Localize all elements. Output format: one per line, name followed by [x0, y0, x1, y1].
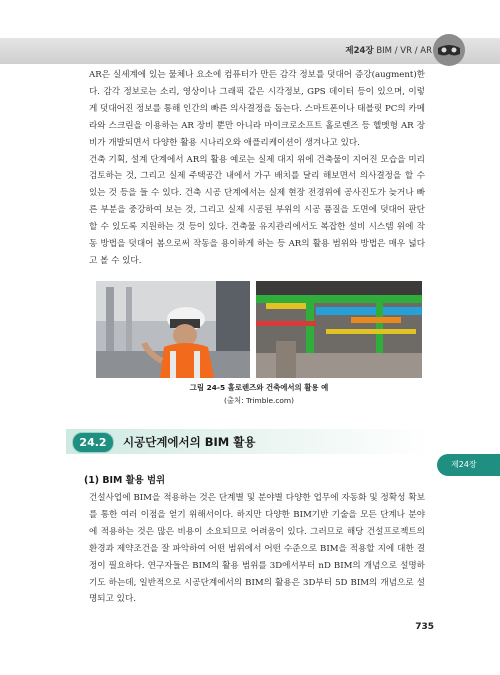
- header-chapter: 제24장: [345, 46, 374, 56]
- subsection-text: [89, 490, 425, 608]
- subsection-paragraph: 건설사업에 BIM을 적용하는 것은 단계별 및 분야별 다양한 업무에 자동화 및 정확성 확보를 통한 여러 이점을 얻기 위해서이다. 하지만 다양한 BIM기반 기술을 모든 단계나 분야에 적용하는 것은 많은 비용이 소요되므로 어려움이 있다. 그러므로 해당 건설프로젝트의 환경과 제약조건을 잘 파악하여 어떤 범위에서 어떤 수준으로 BIM을 적용할 지에 대한 결정이 필요하다. 연구자들은 BIM의 활용 범위를 3D에서부터 nD BIM의 개념으로 설명하기도 하는데, 일반적으로 시공단계에서의 BIM의 활용은 3D부터 5D BIM의 개념으로 설명되고 있다.: [89, 493, 425, 605]
- figure-photos: [96, 281, 422, 378]
- section-title: 시공단계에서의 BIM 활용: [123, 435, 256, 449]
- section-number: 24.2: [72, 432, 114, 453]
- vr-headset-icon: [432, 33, 466, 67]
- figure-caption: 그림 24-5 홀로렌즈와 건축에서의 활용 예: [189, 383, 329, 392]
- figure-source: (출처: Trimble.com): [223, 396, 295, 405]
- intro-text: [89, 67, 425, 270]
- bim-overlay-photo: [256, 281, 422, 378]
- page-number: 735: [415, 622, 434, 632]
- subsection-title: (1) BIM 활용 범위: [84, 475, 166, 486]
- chapter-side-tab: 제24장: [437, 454, 500, 476]
- running-header: [345, 44, 432, 56]
- hololens-worker-photo: [96, 281, 250, 378]
- intro-paragraph-2: 건축 기획, 설계 단계에서 AR의 활용 예로는 실제 대지 위에 건축물이 지어진 모습을 미리 검토하는 것, 그리고 실제 주택공간 내에서 가구 배치를 달리 해보면서 의사결정을 할 수 있는 것 등을 들 수 있다. 건축 시공 단계에서는 실제 현장 전경위에 공사진도가 늦거나 빠른 부분을 중강하여 보는 것, 그리고 실제 시공된 부위의 시공 품질을 도면에 덧대어 판단할 수 있도록 지원하는 것 등이 있다. 건축물 유지관리에서도 복잡한 설비 시스템 위에 작동 방법을 덧대어 봄으로써 작동을 용이하게 하는 등 AR의 활용 범위와 방법은 매우 넓다고 볼 수 있다.: [89, 154, 425, 266]
- header-topic: BIM / VR / AR: [376, 46, 432, 56]
- intro-paragraph-1: AR은 실세계에 있는 물체나 요소에 컴퓨터가 만든 감각 정보를 덧대어 증강(augment)한다. 감각 정보로는 소리, 영상이나 그래픽 같은 시각정보, GPS 데이터 등이 있으며, 이렇게 덧대어진 정보를 통해 인간의 빠른 의사결정을 돕는다. 스마트폰이나 태블릿 PC의 카메라와 스크린을 이용하는 AR 장비 뿐만 아니라 마이크로소프트 홀로렌즈 등 헬멧형 AR 장비가 개발되면서 다양한 활용 시나리오와 애플리케이션이 생겨나고 있다.: [89, 70, 425, 148]
